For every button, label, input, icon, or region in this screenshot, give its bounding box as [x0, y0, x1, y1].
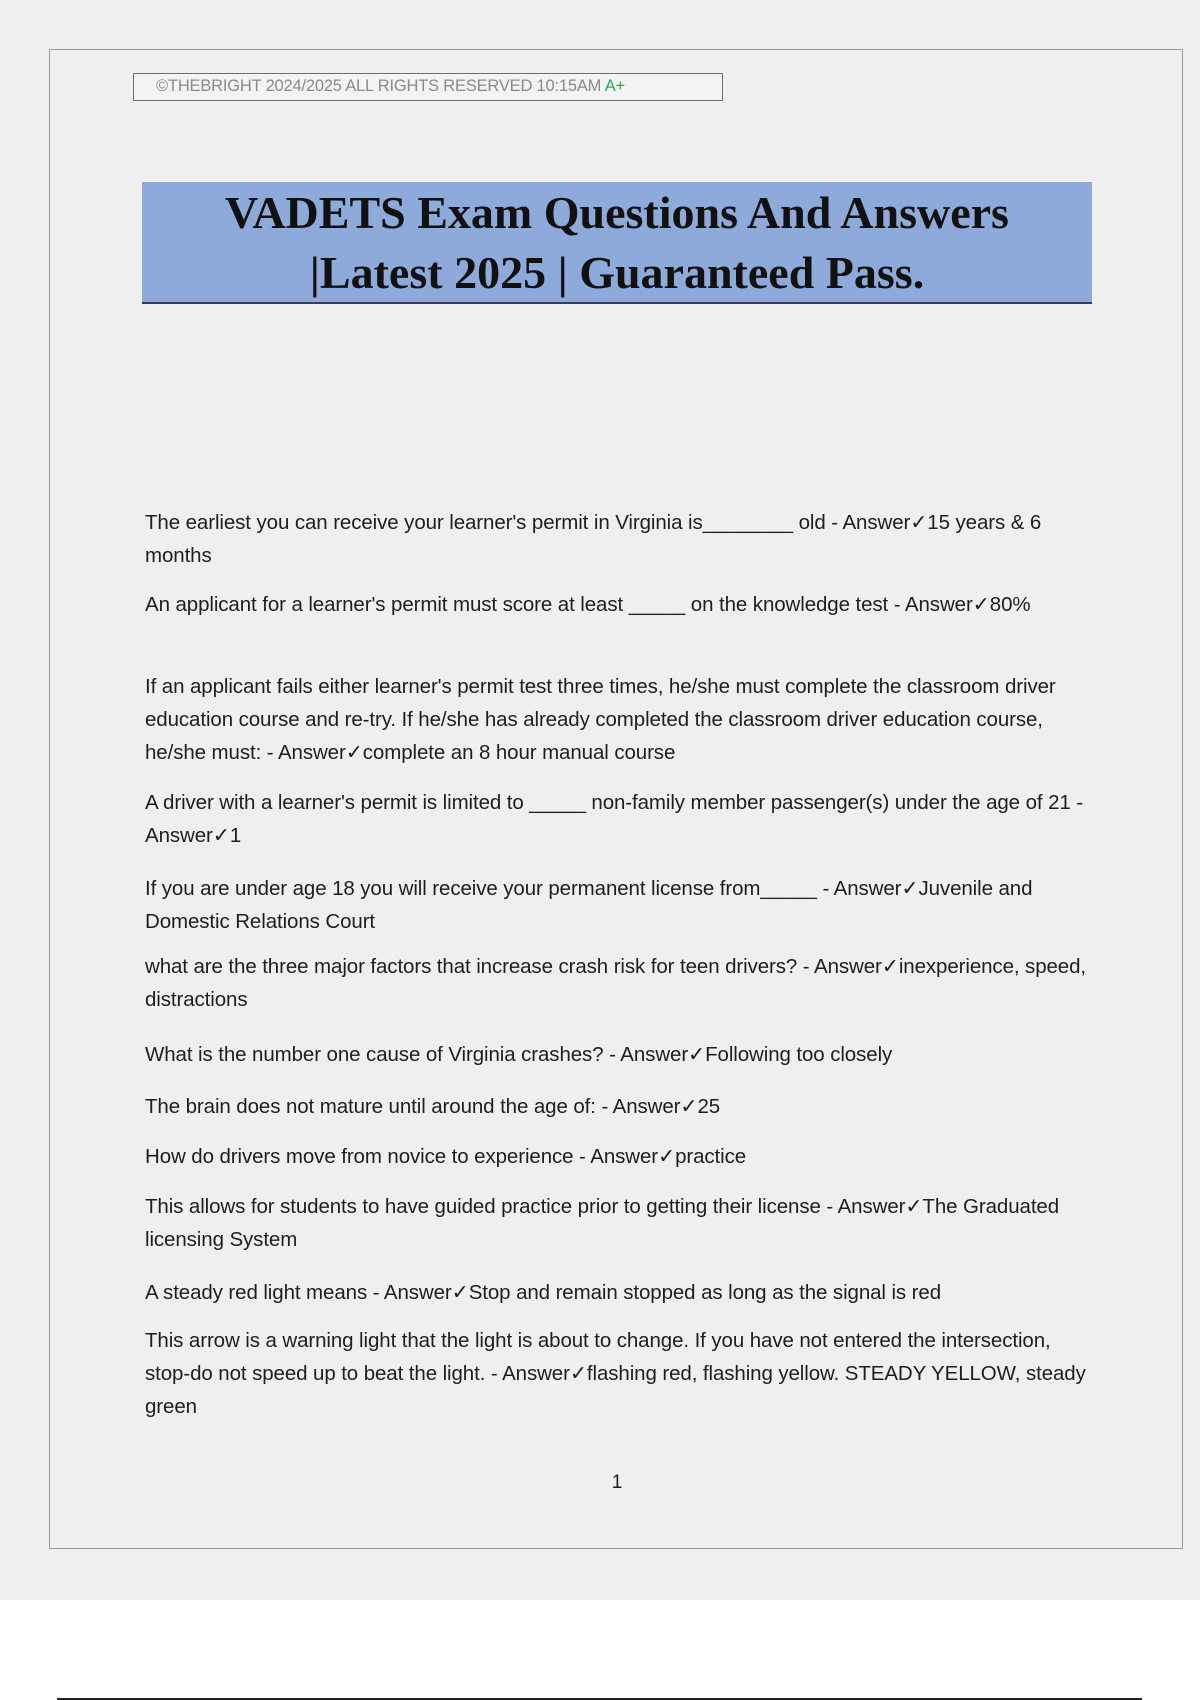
qa-item: This allows for students to have guided practice prior to getting their license - Answer✓The Graduated licensing System [145, 1195, 1060, 1251]
qa-item: How do drivers move from novice to experience - Answer✓practice [145, 1145, 747, 1168]
qa-item: A driver with a learner's permit is limited to _____ non-family member passenger(s) under the age of 21 - Answer✓1 [145, 791, 1083, 847]
qa-item: what are the three major factors that increase crash risk for teen drivers? - Answer✓inexperience, speed, distractions [145, 955, 1087, 1011]
qa-item: If you are under age 18 you will receive your permanent license from_____ - Answer✓Juvenile and Domestic Relations Court [145, 877, 1033, 933]
grade-badge: A+ [604, 77, 625, 95]
qa-item: An applicant for a learner's permit must score at least _____ on the knowledge test - Answer✓80% [145, 593, 1031, 616]
qa-item: The earliest you can receive your learner's permit in Virginia is________ old - Answer✓15 years & 6 months [145, 511, 1042, 567]
qa-item: The brain does not mature until around the age of: - Answer✓25 [145, 1095, 721, 1118]
document-title [142, 182, 1092, 304]
copyright-header [133, 73, 723, 101]
title-line-1: VADETS Exam Questions And Answers [225, 187, 1009, 238]
page-number: 1 [611, 1472, 623, 1493]
qa-item: What is the number one cause of Virginia crashes? - Answer✓Following too closely [145, 1043, 893, 1066]
copyright-text: ©THEBRIGHT 2024/2025 ALL RIGHTS RESERVED 10:15AM [156, 77, 602, 95]
title-line-2: |Latest 2025 | Guaranteed Pass. [309, 247, 925, 298]
qa-item: A steady red light means - Answer✓Stop and remain stopped as long as the signal is red [145, 1281, 942, 1304]
qa-item: This arrow is a warning light that the light is about to change. If you have not entered the intersection, stop-do not speed up to beat the light. - Answer✓flashing red, flashing yellow. STEADY YELLOW, steady green [145, 1329, 1086, 1418]
qa-item: If an applicant fails either learner's permit test three times, he/she must complete the classroom driver education course and re-try. If he/she has already completed the classroom driver education course, he/she must: - Answer✓complete an 8 hour manual course [145, 675, 1056, 764]
